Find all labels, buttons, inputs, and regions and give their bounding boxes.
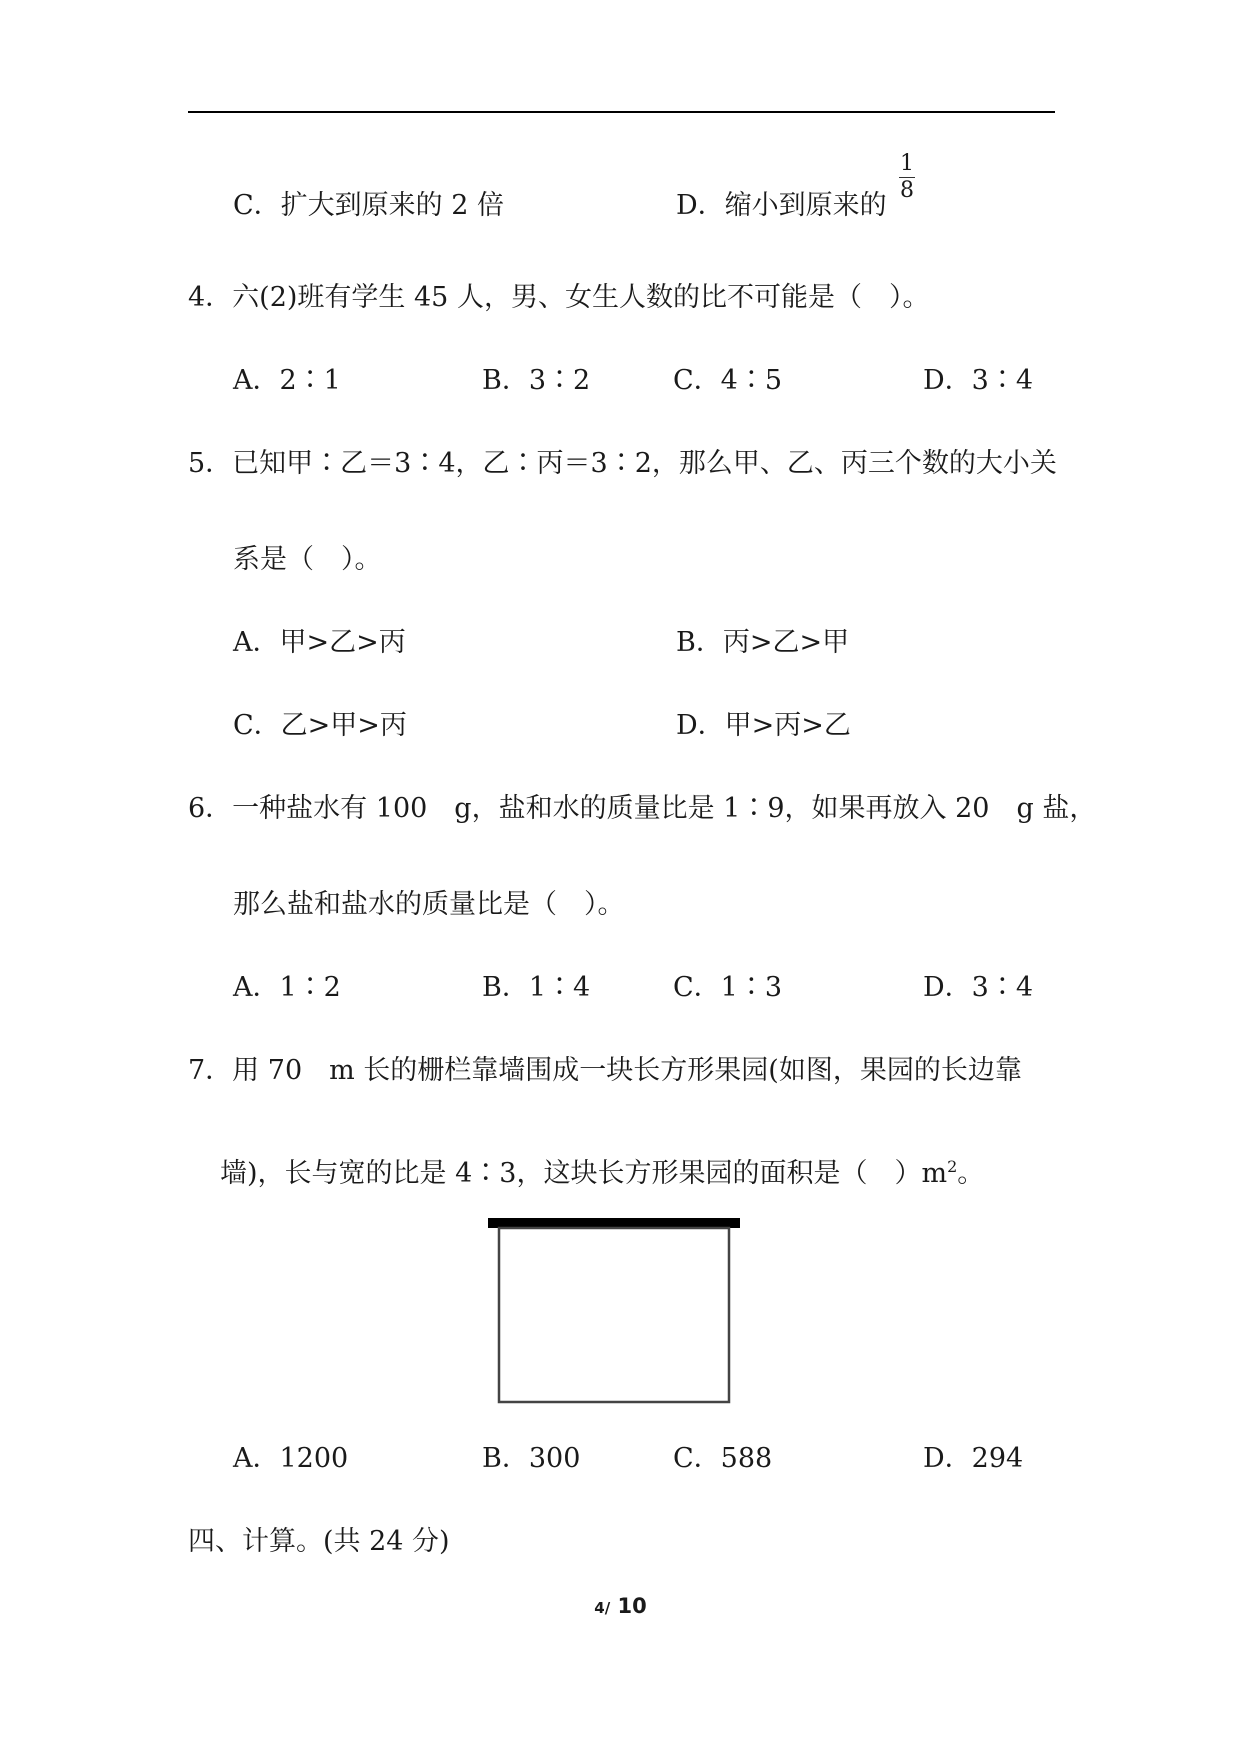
q4-stem: 4．六(2)班有学生 45 人，男、女生人数的比不可能是（ ）。 [188,282,930,313]
q3-option-c: C．扩大到原来的 2 倍 [233,190,505,221]
q7-stem-line2 [220,1147,984,1194]
page-total: 10 [617,1594,647,1618]
q6-option-d: D．3∶4 [923,972,1034,1003]
q7-option-d: D．294 [923,1443,1024,1474]
q7-option-c: C．588 [673,1443,773,1474]
fraction-numerator: 1 [900,151,914,176]
q7-option-b: B．300 [482,1443,581,1474]
q5-option-c: C．乙>甲>丙 [233,710,407,741]
fraction-one-eighth [897,152,917,203]
q7-stem-line1: 7．用 70 m 长的栅栏靠墙围成一块长方形果园(如图，果园的长边靠 [188,1055,1022,1086]
q5-stem-line1: 5．已知甲∶乙＝3∶4，乙∶丙＝3∶2，那么甲、乙、丙三个数的大小关 [188,448,1057,479]
header-rule [188,111,1055,113]
orchard-figure [488,1218,740,1404]
q6-option-b: B．1∶4 [482,972,591,1003]
wall [488,1218,740,1228]
q3-option-d: D．缩小到原来的 [676,190,887,221]
q5-stem-line2: 系是（ ）。 [233,544,382,575]
q6-option-c: C．1∶3 [673,972,783,1003]
q4-option-d: D．3∶4 [923,365,1034,396]
orchard-rectangle [499,1228,729,1402]
q4-option-a: A．2∶1 [233,365,341,396]
q6-stem-line1: 6．一种盐水有 100 g，盐和水的质量比是 1∶9，如果再放入 20 g 盐， [188,793,1097,824]
page-current: 4/ [594,1599,611,1617]
q5-option-d: D．甲>丙>乙 [676,710,851,741]
page-number [0,1594,1241,1618]
q4-option-b: B．3∶2 [482,365,591,396]
q7-stem-superscript: 2 [947,1157,958,1176]
q6-stem-line2: 那么盐和盐水的质量比是（ ）。 [233,889,625,920]
q5-option-b: B．丙>乙>甲 [676,627,850,658]
q6-option-a: A．1∶2 [233,972,341,1003]
section-4-title: 四、计算。(共 24 分) [188,1526,450,1557]
q7-option-a: A．1200 [233,1443,349,1474]
q4-option-c: C．4∶5 [673,365,783,396]
q7-stem-text: 墙)，长与宽的比是 4∶3，这块长方形果园的面积是（ ）m [220,1158,948,1189]
q5-option-a: A．甲>乙>丙 [233,627,406,658]
q7-stem-end: 。 [957,1158,985,1189]
fraction-denominator: 8 [900,178,914,203]
